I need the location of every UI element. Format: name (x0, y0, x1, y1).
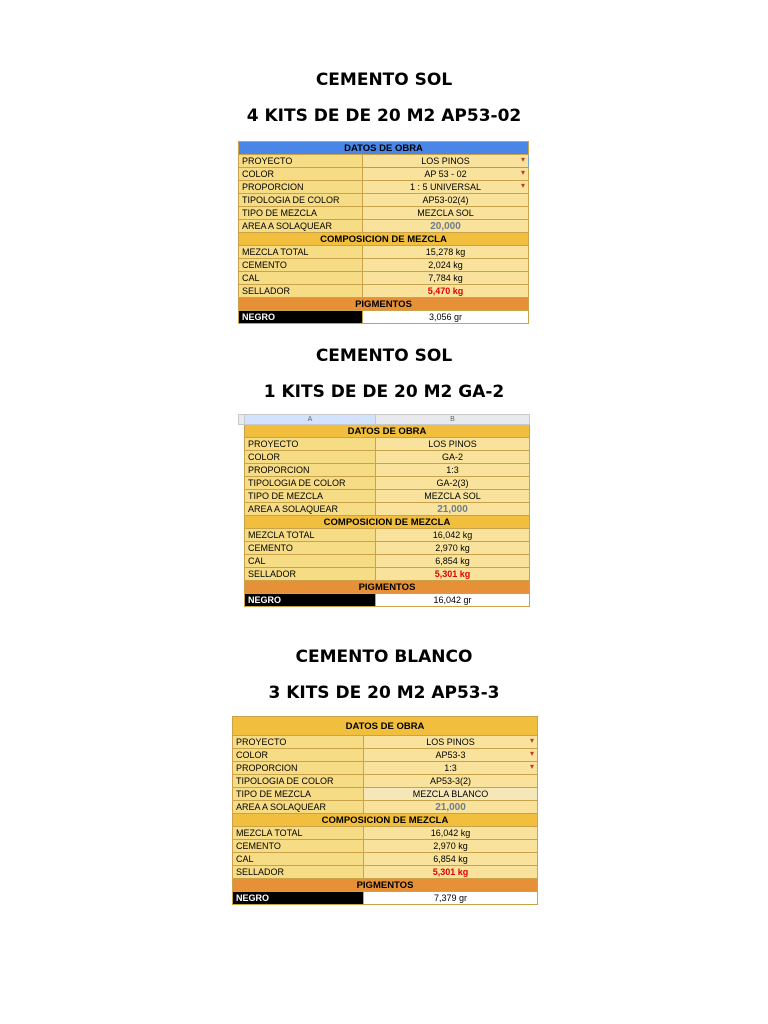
dropdown-arrow-icon[interactable]: ▾ (521, 155, 526, 164)
row-label: TIPOLOGIA DE COLOR (233, 775, 364, 788)
pigment-label: NEGRO (233, 892, 364, 905)
section-3-table (232, 716, 538, 905)
row-label: CEMENTO (233, 840, 364, 853)
area-value: 21,000 (376, 503, 530, 516)
row-value: 2,970 kg (364, 840, 538, 853)
dropdown-arrow-icon[interactable]: ▾ (521, 168, 526, 177)
row-value: 15,278 kg (363, 246, 529, 259)
composicion-header: COMPOSICION DE MEZCLA (245, 516, 530, 529)
table-row (239, 438, 530, 451)
row-label: TIPO DE MEZCLA (239, 207, 363, 220)
section-3-subtitle: 3 KITS DE 20 M2 AP53-3 (268, 683, 500, 703)
row-value: AP53-3(2) (364, 775, 538, 788)
row-label: TIPO DE MEZCLA (245, 490, 376, 503)
dropdown-arrow-icon[interactable]: ▾ (530, 749, 535, 758)
row-label: PROYECTO (233, 736, 364, 749)
row-label: AREA A SOLAQUEAR (233, 801, 364, 814)
composicion-header: COMPOSICION DE MEZCLA (239, 233, 529, 246)
table-row (233, 788, 538, 801)
section-1-title: CEMENTO SOL (315, 70, 453, 90)
datos-de-obra-header: DATOS DE OBRA (245, 425, 530, 438)
table-row (239, 207, 529, 220)
row-label: TIPOLOGIA DE COLOR (245, 477, 376, 490)
column-header-b[interactable]: B (376, 415, 530, 425)
table-row (239, 181, 529, 194)
table-row (239, 542, 530, 555)
row-label: TIPO DE MEZCLA (233, 788, 364, 801)
sellador-value: 5,301 kg (376, 568, 530, 581)
row-value: 1:3 (376, 464, 530, 477)
color-select[interactable]: AP 53 - 02 ▾ (363, 168, 529, 181)
table-row (233, 749, 538, 762)
datos-de-obra-header: DATOS DE OBRA (239, 142, 529, 155)
table-row (239, 555, 530, 568)
dropdown-arrow-icon[interactable]: ▾ (530, 762, 535, 771)
table-row (239, 464, 530, 477)
table-row (239, 568, 530, 581)
row-value: GA-2 (376, 451, 530, 464)
row-value: 6,854 kg (376, 555, 530, 568)
table-row (233, 801, 538, 814)
row-value: AP53-02(4) (363, 194, 529, 207)
table-row (233, 853, 538, 866)
pigment-value: 3,056 gr (363, 311, 529, 324)
row-value: MEZCLA SOL (363, 207, 529, 220)
row-label: SELLADOR (245, 568, 376, 581)
row-value: 2,024 kg (363, 259, 529, 272)
row-value: LOS PINOS (376, 438, 530, 451)
row-label: PROPORCION (239, 181, 363, 194)
row-label: SELLADOR (239, 285, 363, 298)
table-row (239, 246, 529, 259)
row-label: MEZCLA TOTAL (245, 529, 376, 542)
row-label: SELLADOR (233, 866, 364, 879)
table-row (233, 827, 538, 840)
section-2-title: CEMENTO SOL (315, 346, 453, 366)
table-row (239, 490, 530, 503)
section-2-subtitle: 1 KITS DE DE 20 M2 GA-2 (263, 382, 505, 402)
table-row (239, 529, 530, 542)
row-label: TIPOLOGIA DE COLOR (239, 194, 363, 207)
table-row (239, 220, 529, 233)
table-row (233, 775, 538, 788)
row-value: MEZCLA SOL (376, 490, 530, 503)
pigmentos-header: PIGMENTOS (245, 581, 530, 594)
row-label: PROYECTO (239, 155, 363, 168)
color-select[interactable]: AP53-3 ▾ (364, 749, 538, 762)
table-row (239, 285, 529, 298)
area-value: 21,000 (364, 801, 538, 814)
dropdown-arrow-icon[interactable]: ▾ (530, 736, 535, 745)
row-value: 7,784 kg (363, 272, 529, 285)
table-row (233, 736, 538, 749)
section-1-subtitle: 4 KITS DE DE 20 M2 AP53-02 (246, 106, 522, 126)
column-header-a[interactable]: A (245, 415, 376, 425)
table-row (233, 892, 538, 905)
row-value: 16,042 kg (364, 827, 538, 840)
row-label: AREA A SOLAQUEAR (245, 503, 376, 516)
proyecto-select[interactable]: LOS PINOS ▾ (364, 736, 538, 749)
row-value: 6,854 kg (364, 853, 538, 866)
row-label: MEZCLA TOTAL (239, 246, 363, 259)
pigment-value: 16,042 gr (376, 594, 530, 607)
composicion-header: COMPOSICION DE MEZCLA (233, 814, 538, 827)
table-row (239, 168, 529, 181)
row-label: COLOR (239, 168, 363, 181)
row-label: COLOR (233, 749, 364, 762)
section-2-table (238, 414, 530, 607)
table-row (233, 866, 538, 879)
pigment-value: 7,379 gr (364, 892, 538, 905)
datos-de-obra-header: DATOS DE OBRA (233, 717, 538, 736)
row-value: 2,970 kg (376, 542, 530, 555)
row-label: CEMENTO (245, 542, 376, 555)
dropdown-arrow-icon[interactable]: ▾ (521, 181, 526, 190)
table-row (239, 194, 529, 207)
table-row (233, 762, 538, 775)
row-value: 16,042 kg (376, 529, 530, 542)
table-row (239, 503, 530, 516)
area-value: 20,000 (363, 220, 529, 233)
row-value: GA-2(3) (376, 477, 530, 490)
section-3-title: CEMENTO BLANCO (295, 647, 473, 667)
row-label: AREA A SOLAQUEAR (239, 220, 363, 233)
proyecto-select[interactable]: LOS PINOS ▾ (363, 155, 529, 168)
section-1-table (238, 141, 529, 324)
table-row (239, 272, 529, 285)
table-row (239, 451, 530, 464)
table-row (239, 155, 529, 168)
pigment-label: NEGRO (245, 594, 376, 607)
proporcion-select[interactable]: 1:3 ▾ (364, 762, 538, 775)
row-label: PROPORCION (233, 762, 364, 775)
row-label: CAL (233, 853, 364, 866)
column-header-row (239, 415, 530, 425)
sellador-value: 5,301 kg (364, 866, 538, 879)
table-row (239, 259, 529, 272)
table-row (239, 311, 529, 324)
row-label: MEZCLA TOTAL (233, 827, 364, 840)
table-row (239, 477, 530, 490)
row-label: CAL (239, 272, 363, 285)
proporcion-select[interactable]: 1 : 5 UNIVERSAL ▾ (363, 181, 529, 194)
row-label: PROPORCION (245, 464, 376, 477)
row-label: CEMENTO (239, 259, 363, 272)
row-label: COLOR (245, 451, 376, 464)
pigment-label: NEGRO (239, 311, 363, 324)
row-label: PROYECTO (245, 438, 376, 451)
row-label: CAL (245, 555, 376, 568)
row-value: MEZCLA BLANCO (364, 788, 538, 801)
sellador-value: 5,470 kg (363, 285, 529, 298)
pigmentos-header: PIGMENTOS (233, 879, 538, 892)
pigmentos-header: PIGMENTOS (239, 298, 529, 311)
table-row (233, 840, 538, 853)
table-row (239, 594, 530, 607)
